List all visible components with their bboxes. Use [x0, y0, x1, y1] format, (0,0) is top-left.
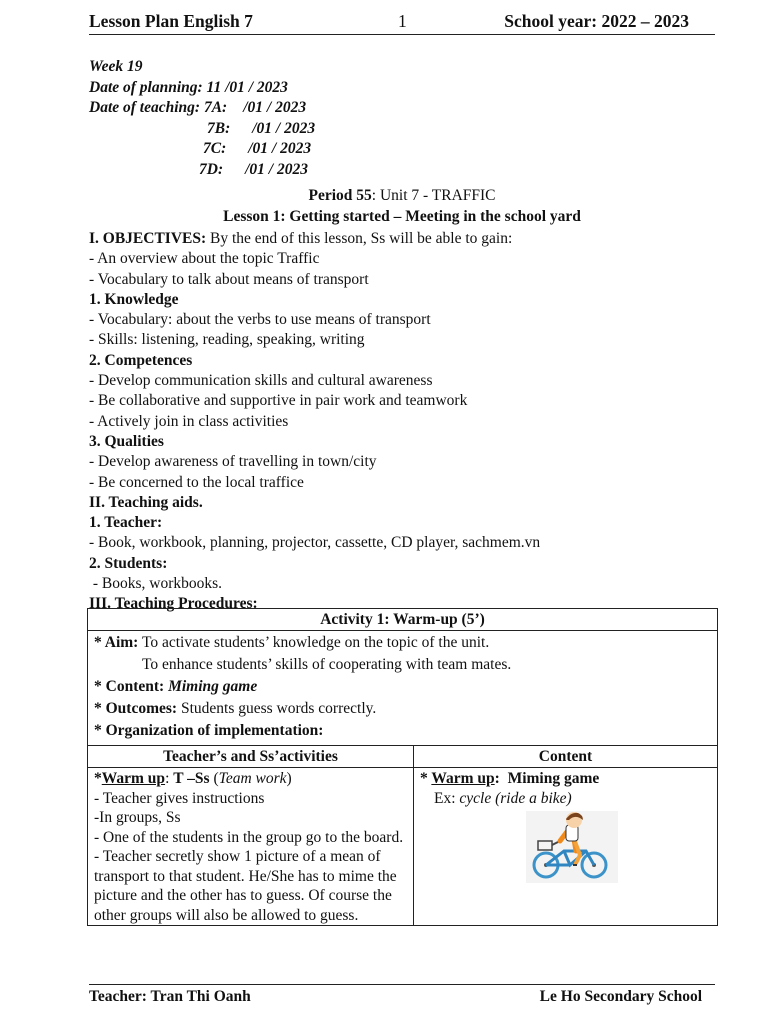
- knowledge-item: - Skills: listening, reading, speaking, writing: [89, 331, 365, 349]
- content-cell: [414, 768, 718, 926]
- page-number: 1: [398, 11, 407, 31]
- teacher-activities-cell: [88, 768, 414, 926]
- student-aids: - Books, workbooks.: [89, 575, 223, 593]
- aim-line: * Aim: To activate students’ knowledge on the topic of the unit.: [94, 634, 490, 651]
- warmup-line: *Warm up: T –Ss (Team work): [94, 770, 292, 787]
- header-school-year: School year: 2022 – 2023: [504, 11, 689, 31]
- knowledge-heading: 1. Knowledge: [89, 290, 179, 308]
- content-line: * Content: Miming game: [94, 678, 258, 695]
- organization-line: * Organization of implementation:: [94, 722, 324, 739]
- qualities-heading: 3. Qualities: [89, 432, 164, 450]
- lesson-title: Lesson 1: Getting started – Meeting in the school yard: [223, 208, 581, 225]
- teacher-aids-heading: 1. Teacher:: [89, 514, 163, 532]
- student-aids-heading: 2. Students:: [89, 554, 168, 572]
- column-content: Content: [414, 746, 718, 768]
- activity-title: Activity 1: Warm-up (5’): [88, 609, 718, 631]
- period-title: Period 55: Unit 7 - TRAFFIC: [308, 187, 496, 204]
- column-teacher-activities: Teacher’s and Ss’activities: [88, 746, 414, 768]
- header-lesson-plan: Lesson Plan English 7: [89, 11, 253, 31]
- activity-table: [87, 608, 718, 926]
- teaching-aids-heading: II. Teaching aids.: [89, 493, 203, 511]
- lesson-meta: [89, 57, 315, 180]
- page-footer: [89, 984, 715, 1009]
- competence-item: - Actively join in class activities: [89, 412, 289, 430]
- teaching-date-7a: Date of teaching: 7A: /01 / 2023: [89, 99, 307, 116]
- teaching-date-7c: 7C: /01 / 2023: [203, 140, 312, 157]
- knowledge-item: - Vocabulary: about the verbs to use means of transport: [89, 311, 431, 329]
- aim-line-2: To enhance students’ skills of cooperating with team mates.: [142, 656, 512, 673]
- week-label: Week 19: [89, 58, 143, 75]
- competences-heading: 2. Competences: [89, 351, 193, 369]
- procedures-heading: III. Teaching Procedures:: [89, 595, 258, 613]
- bike-rider-image: [526, 811, 618, 883]
- objective-item: - An overview about the topic Traffic: [89, 250, 320, 268]
- footer-teacher: Teacher: Tran Thi Oanh: [89, 988, 251, 1005]
- teacher-step: -In groups, Ss: [94, 809, 181, 826]
- teacher-step: - Teacher gives instructions: [94, 789, 265, 807]
- competence-item: - Develop communication skills and cultural awareness: [89, 372, 433, 390]
- objective-item: - Vocabulary to talk about means of transport: [89, 270, 369, 288]
- planning-date: Date of planning: 11 /01 / 2023: [89, 78, 288, 96]
- quality-item: - Develop awareness of travelling in town/city: [89, 453, 377, 471]
- quality-item: - Be concerned to the local traffice: [89, 473, 304, 491]
- content-warmup: * Warm up: Miming game: [420, 770, 600, 787]
- footer-school: Le Ho Secondary School: [539, 988, 702, 1005]
- activity-details: [88, 631, 718, 746]
- outcomes-line: * Outcomes: Students guess words correctly.: [94, 700, 377, 717]
- teacher-step: - One of the students in the group go to the board.: [94, 828, 404, 846]
- teaching-date-7b: 7B: /01 / 2023: [207, 119, 316, 137]
- plan-body: [89, 229, 715, 615]
- competence-item: - Be collaborative and supportive in pair work and teamwork: [89, 392, 468, 410]
- teacher-step: - Teacher secretly show 1 picture of a mean of transport to that student. He/She has to mime the picture and the other has to guess. Of course the other groups will also be allowed to guess.: [94, 848, 397, 924]
- page-header: [89, 10, 715, 35]
- objectives-heading: I. OBJECTIVES: By the end of this lesson, Ss will be able to gain:: [89, 230, 513, 247]
- teaching-date-7d: 7D: /01 / 2023: [199, 160, 308, 178]
- teacher-aids: - Book, workbook, planning, projector, cassette, CD player, sachmem.vn: [89, 534, 541, 552]
- content-example: Ex: cycle (ride a bike): [434, 789, 572, 807]
